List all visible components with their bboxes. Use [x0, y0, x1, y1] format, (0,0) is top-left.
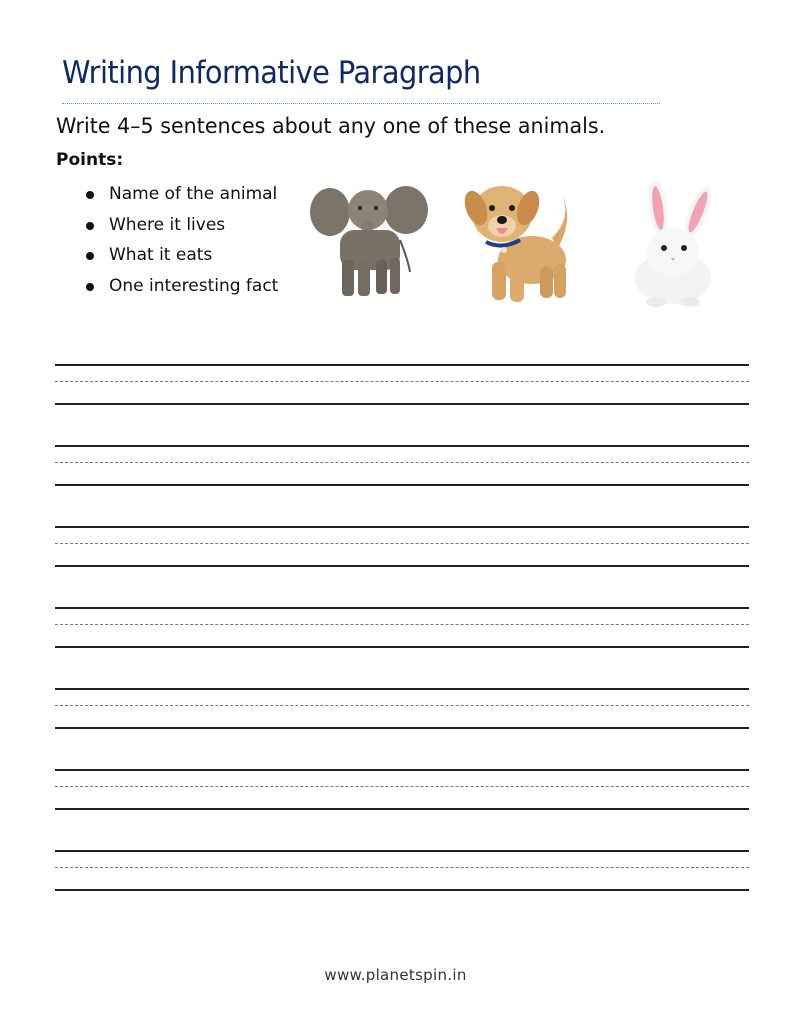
- list-item: [84, 213, 278, 244]
- midline: [55, 543, 749, 544]
- rabbit-image-icon: [618, 178, 718, 308]
- footer-url: www.planetspin.in: [324, 966, 467, 984]
- midline: [55, 624, 749, 625]
- midline: [55, 867, 749, 868]
- page-title: Writing Informative Paragraph: [62, 55, 481, 91]
- bullet-icon: [86, 283, 94, 291]
- baseline: [55, 403, 749, 405]
- puppy-image-icon: [462, 178, 580, 308]
- list-item: [84, 182, 278, 213]
- midline: [55, 705, 749, 706]
- point-text: Name of the animal: [109, 184, 278, 204]
- writing-line-group[interactable]: [55, 526, 749, 568]
- writing-line-group[interactable]: [55, 607, 749, 649]
- writing-line-group[interactable]: [55, 445, 749, 487]
- point-text: What it eats: [109, 245, 213, 265]
- midline: [55, 381, 749, 382]
- baseline: [55, 808, 749, 810]
- writing-line-group[interactable]: [55, 769, 749, 811]
- top-line: [55, 445, 749, 447]
- top-line: [55, 526, 749, 528]
- bullet-icon: [86, 222, 94, 230]
- bullet-icon: [86, 191, 94, 199]
- top-line: [55, 850, 749, 852]
- writing-line-group[interactable]: [55, 364, 749, 406]
- list-item: [84, 274, 278, 305]
- baseline: [55, 484, 749, 486]
- baseline: [55, 646, 749, 648]
- points-label: Points:: [56, 150, 124, 170]
- midline: [55, 462, 749, 463]
- baseline: [55, 727, 749, 729]
- list-item: [84, 243, 278, 274]
- top-line: [55, 688, 749, 690]
- top-line: [55, 607, 749, 609]
- writing-line-group[interactable]: [55, 688, 749, 730]
- writing-line-group[interactable]: [55, 850, 749, 892]
- title-divider: [62, 103, 660, 104]
- point-text: One interesting fact: [109, 275, 279, 296]
- top-line: [55, 364, 749, 366]
- baseline: [55, 565, 749, 567]
- points-list: [84, 182, 278, 304]
- baseline: [55, 889, 749, 891]
- bullet-icon: [86, 252, 94, 260]
- instruction-text: Write 4–5 sentences about any one of these animals.: [56, 114, 606, 139]
- elephant-image-icon: [310, 180, 428, 302]
- top-line: [55, 769, 749, 771]
- midline: [55, 786, 749, 787]
- point-text: Where it lives: [109, 214, 226, 235]
